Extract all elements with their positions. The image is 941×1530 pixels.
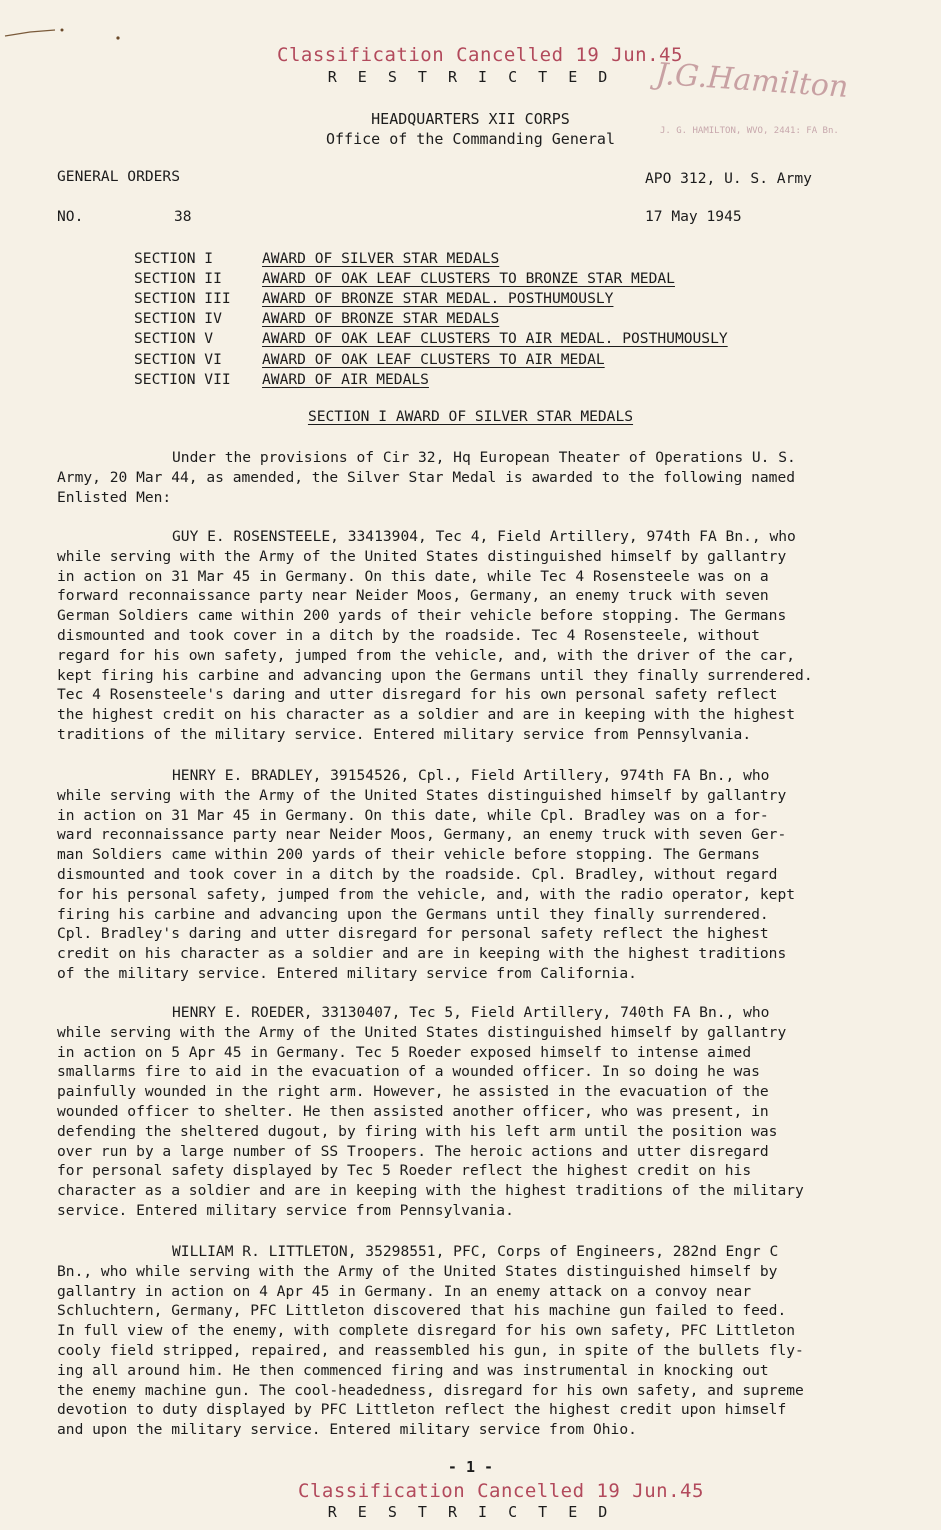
- citation-bradley: [57, 766, 887, 984]
- paper-marks: [0, 22, 140, 42]
- text-line: kept firing his carbine and advancing upon the Germans until they finally surrendered.: [57, 666, 813, 684]
- text-line: painfully wounded in the right arm. However, he assisted in the evacuation of the: [57, 1083, 769, 1101]
- text-line: Tec 4 Rosensteele's daring and utter disregard for his own personal safety reflect: [57, 686, 778, 704]
- paragraph-preamble: [57, 448, 887, 507]
- text-line: credit on his character as a soldier and are in keeping with the highest traditions: [57, 945, 787, 963]
- signature: J.G.Hamilton: [654, 56, 850, 106]
- citation-littleton: [57, 1242, 887, 1440]
- text-line: HENRY E. BRADLEY, 39154526, Cpl., Field Artillery, 974th FA Bn., who: [172, 767, 770, 784]
- section-label: SECTION I: [134, 249, 214, 267]
- text-line: Under the provisions of Cir 32, Hq European Theater of Operations U. S.: [172, 449, 796, 466]
- section-row: [134, 268, 728, 288]
- order-number: 38: [174, 208, 192, 225]
- text-line: German Soldiers came within 200 yards of their vehicle before stopping. The Germans: [57, 607, 787, 625]
- office-title: Office of the Commanding General: [326, 130, 615, 148]
- text-line: in action on 31 Mar 45 in Germany. On this date, while Tec 4 Rosensteele was on a: [57, 567, 769, 585]
- sections-index: [134, 248, 728, 389]
- text-line: traditions of the military service. Entered military service from Pennsylvania.: [57, 725, 752, 743]
- text-line: wounded officer to shelter. He then assisted another officer, who was present, in: [57, 1102, 769, 1120]
- text-line: dismounted and took cover in a ditch by the roadside. Tec 4 Rosensteele, without: [57, 626, 760, 644]
- section-title: AWARD OF SILVER STAR MEDALS: [262, 249, 500, 267]
- section-title: AWARD OF OAK LEAF CLUSTERS TO AIR MEDAL: [262, 350, 605, 368]
- text-line: In full view of the enemy, with complete disregard for his own safety, PFC Littleton: [57, 1322, 796, 1340]
- text-line: service. Entered military service from Pennsylvania.: [57, 1201, 514, 1219]
- text-line: for his personal safety, jumped from the vehicle, and, with the radio operator, kept: [57, 885, 796, 903]
- text-line: Army, 20 Mar 44, as amended, the Silver Star Medal is awarded to the following named: [57, 468, 796, 486]
- section-row: [134, 248, 728, 268]
- hq-title: HEADQUARTERS XII CORPS: [371, 110, 570, 128]
- section-label: SECTION III: [134, 289, 231, 307]
- text-line: in action on 31 Mar 45 in Germany. On this date, while Cpl. Bradley was on a for-: [57, 806, 769, 824]
- section-row: [134, 288, 728, 308]
- section-title: AWARD OF BRONZE STAR MEDALS: [262, 310, 500, 328]
- text-line: gallantry in action on 4 Apr 45 in Germany. In an enemy attack on a convoy near: [57, 1282, 752, 1300]
- citation-roeder: [57, 1003, 887, 1221]
- text-line: the highest credit on his character as a soldier and are in keeping with the highest: [57, 706, 796, 724]
- section-label: SECTION VI: [134, 350, 222, 368]
- page-number: - 1 -: [447, 1458, 494, 1476]
- text-line: firing his carbine and advancing upon the Germans until they finally surrendered.: [57, 905, 769, 923]
- text-line: ward reconnaissance party near Neider Moos, Germany, an enemy truck with seven Ger-: [57, 826, 787, 844]
- text-line: while serving with the Army of the United States distinguished himself by gallantry: [57, 786, 787, 804]
- text-line: of the military service. Entered military service from California.: [57, 964, 637, 982]
- text-line: ing all around him. He then commenced firing and was instrumental in knocking out: [57, 1361, 769, 1379]
- text-line: GUY E. ROSENSTEELE, 33413904, Tec 4, Field Artillery, 974th FA Bn., who: [172, 528, 796, 545]
- text-line: the enemy machine gun. The cool-headedness, disregard for his own safety, and supreme: [57, 1381, 804, 1399]
- apo-address: APO 312, U. S. Army: [645, 170, 812, 187]
- order-no-label: NO.: [57, 208, 84, 225]
- section-row: [134, 369, 728, 389]
- text-line: while serving with the Army of the United States distinguished himself by gallantry: [57, 1023, 787, 1041]
- general-orders-label: GENERAL ORDERS: [57, 168, 181, 185]
- section-title: AWARD OF OAK LEAF CLUSTERS TO BRONZE STAR MEDAL: [262, 269, 675, 287]
- text-line: Bn., who while serving with the Army of the United States distinguished himself by: [57, 1262, 778, 1280]
- text-line: Enlisted Men:: [57, 488, 172, 506]
- restricted-marking-bottom: R E S T R I C T E D: [327, 1503, 614, 1521]
- text-line: HENRY E. ROEDER, 33130407, Tec 5, Field Artillery, 740th FA Bn., who: [172, 1004, 770, 1021]
- section-label: SECTION VII: [134, 370, 231, 388]
- text-line: in action on 5 Apr 45 in Germany. Tec 5 Roeder exposed himself to intense aimed: [57, 1043, 752, 1061]
- text-line: smallarms fire to aid in the evacuation of a wounded officer. In so doing he was: [57, 1063, 760, 1081]
- text-line: and upon the military service. Entered military service from Ohio.: [57, 1421, 637, 1439]
- classification-stamp-bottom: Classification Cancelled 19 Jun.45: [298, 1480, 704, 1502]
- section-row: [134, 329, 728, 349]
- citation-rosensteele: [57, 527, 887, 745]
- restricted-marking-top: R E S T R I C T E D: [327, 68, 614, 86]
- text-line: dismounted and took cover in a ditch by the roadside. Cpl. Bradley, without regard: [57, 865, 778, 883]
- section-heading: SECTION I AWARD OF SILVER STAR MEDALS: [307, 408, 634, 425]
- section-label: SECTION IV: [134, 310, 222, 328]
- text-line: forward reconnaissance party near Neider Moos, Germany, an enemy truck with seven: [57, 587, 769, 605]
- section-row: [134, 349, 728, 369]
- section-label: SECTION V: [134, 330, 214, 348]
- text-line: WILLIAM R. LITTLETON, 35298551, PFC, Corps of Engineers, 282nd Engr C: [172, 1243, 779, 1260]
- text-line: over run by a large number of SS Troopers. The heroic actions and utter disregard: [57, 1142, 769, 1160]
- signature-caption: J. G. HAMILTON, WVO, 2441: FA Bn.: [660, 126, 839, 136]
- text-line: cooly field stripped, repaired, and reassembled his gun, in spite of the bullets fly-: [57, 1341, 804, 1359]
- section-label: SECTION II: [134, 269, 222, 287]
- section-title: AWARD OF BRONZE STAR MEDAL. POSTHUMOUSLY: [262, 289, 614, 307]
- section-title: AWARD OF OAK LEAF CLUSTERS TO AIR MEDAL. POSTHUMOUSLY: [262, 330, 728, 348]
- text-line: for personal safety displayed by Tec 5 Roeder reflect the highest credit on his: [57, 1162, 752, 1180]
- text-line: devotion to duty displayed by PFC Littleton reflect the highest credit upon himself: [57, 1401, 787, 1419]
- text-line: Schluchtern, Germany, PFC Littleton discovered that his machine gun failed to feed.: [57, 1302, 787, 1320]
- text-line: Cpl. Bradley's daring and utter disregard for personal safety reflect the highest: [57, 925, 769, 943]
- text-line: regard for his own safety, jumped from the vehicle, and, with the driver of the car,: [57, 646, 796, 664]
- order-date: 17 May 1945: [645, 208, 742, 225]
- text-line: character as a soldier and are in keeping with the highest traditions of the military: [57, 1182, 804, 1200]
- text-line: man Soldiers came within 200 yards of their vehicle before stopping. The Germans: [57, 846, 760, 864]
- text-line: defending the sheltered dugout, by firing with his left arm until the position was: [57, 1122, 778, 1140]
- classification-stamp-top: Classification Cancelled 19 Jun.45: [277, 44, 683, 66]
- section-title: AWARD OF AIR MEDALS: [262, 370, 429, 388]
- section-row: [134, 309, 728, 329]
- text-line: while serving with the Army of the United States distinguished himself by gallantry: [57, 547, 787, 565]
